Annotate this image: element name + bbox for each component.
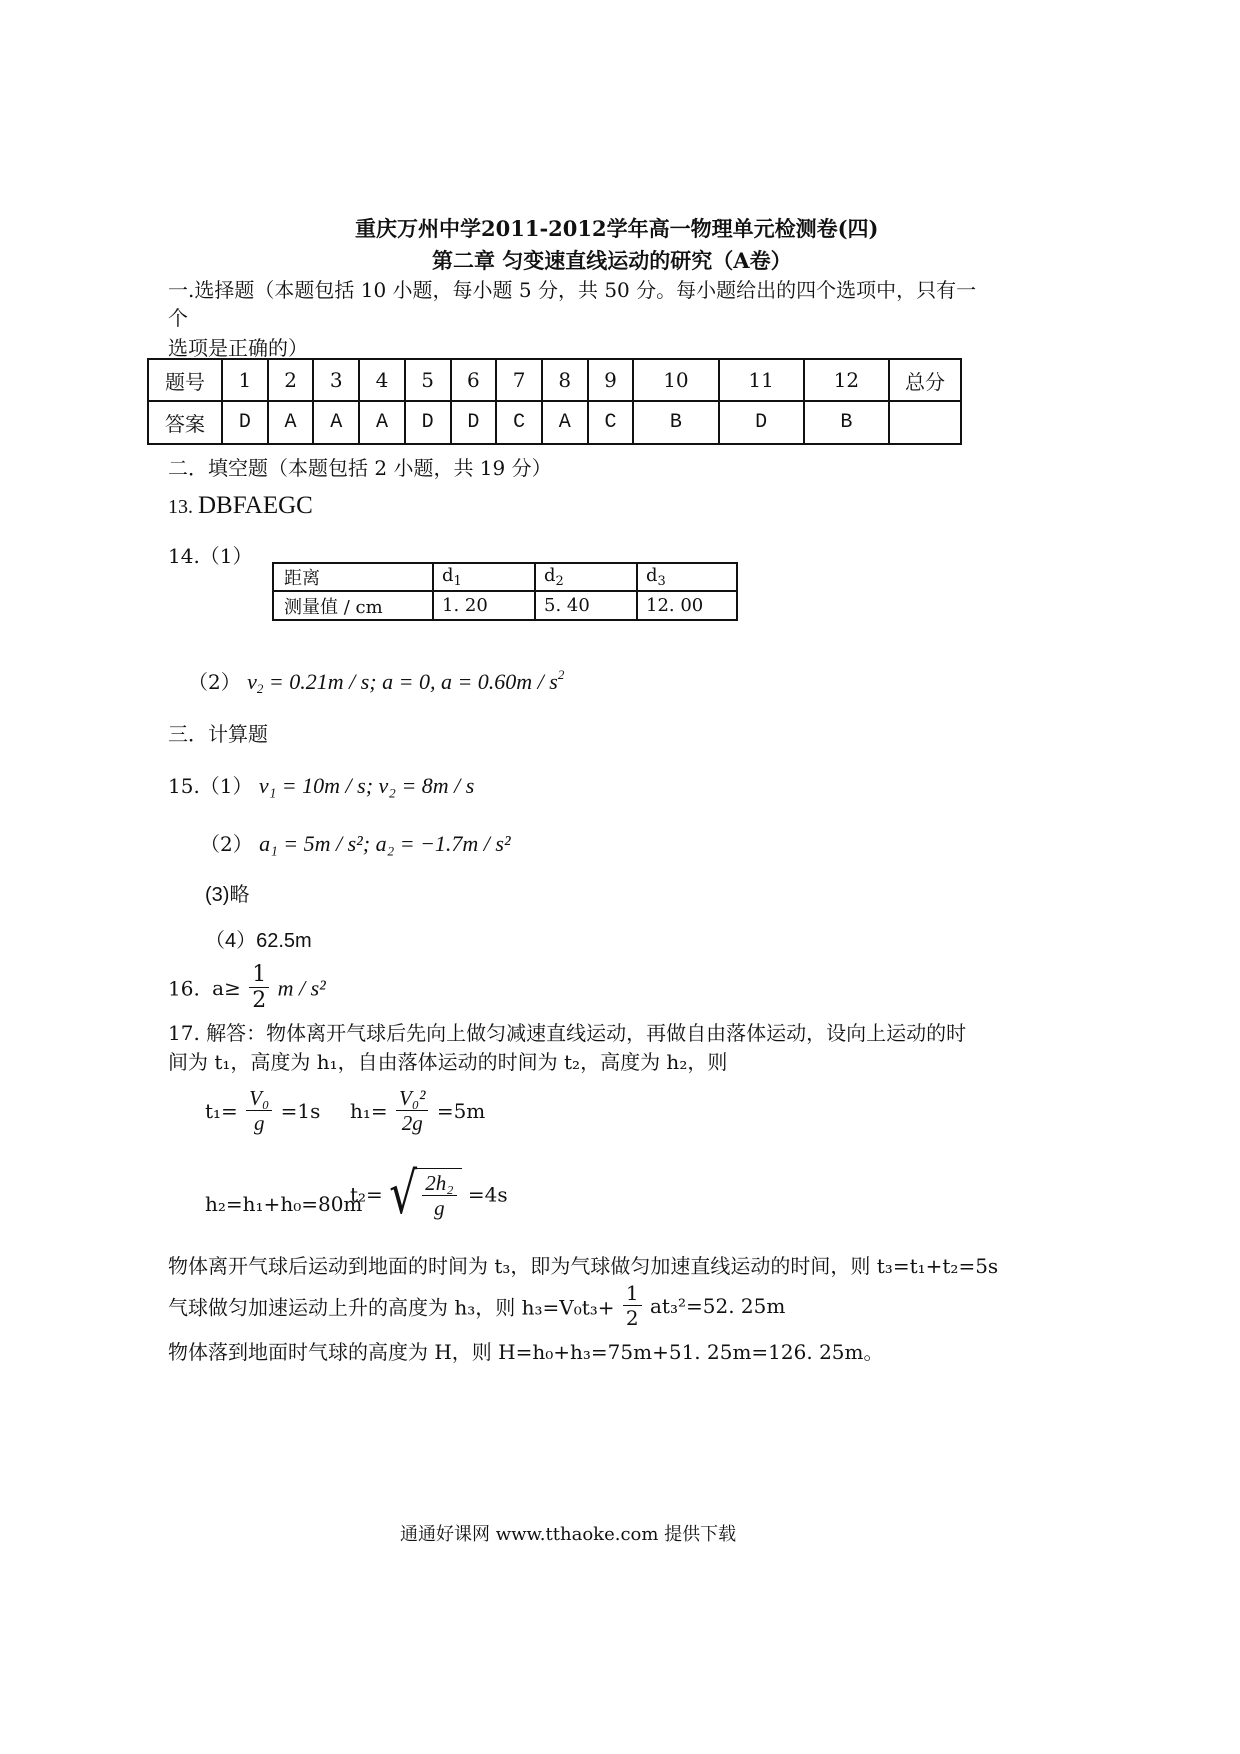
- table-cell: $d_3$: [637, 563, 737, 591]
- page-title: 重庆万州中学2011-2012学年高一物理单元检测卷(四): [355, 216, 879, 241]
- table-cell: 9: [588, 359, 634, 401]
- table-row: [273, 563, 737, 591]
- q15-label: 15.（1）: [168, 774, 253, 798]
- q13: [168, 492, 313, 520]
- q17-line2: 间为 t₁，高度为 h₁，自由落体运动的时间为 t₂，高度为 h₂，则: [168, 1050, 728, 1074]
- table-cell: [889, 401, 961, 444]
- table-cell: 答案: [148, 401, 222, 444]
- q14-part2: [188, 666, 564, 697]
- q17-line4: 气球做匀加速运动上升的高度为 h₃，则 h₃=V₀t₃+ $\frac{1}{2}$ at₃²=52. 25m: [168, 1281, 786, 1330]
- q15-part2-label: （2）: [200, 832, 253, 856]
- table-cell: D: [719, 401, 804, 444]
- q16: [168, 962, 326, 1015]
- section3-heading: 三．计算题: [168, 722, 268, 746]
- table-cell: D: [451, 401, 497, 444]
- q16-unit: m / s²: [277, 975, 326, 1001]
- q13-answer: DBFAEGC: [198, 492, 313, 519]
- table-row: [148, 359, 961, 401]
- table-cell: 7: [496, 359, 542, 401]
- table-cell: D: [222, 401, 268, 444]
- measurement-table: [272, 562, 738, 621]
- table-cell: C: [496, 401, 542, 444]
- table-cell: 测量值 / cm: [273, 591, 433, 620]
- table-cell: B: [804, 401, 889, 444]
- table-cell: C: [588, 401, 634, 444]
- q17-eq1: t₁= $\frac{\text{V₀}}{g}$ =1s: [205, 1086, 321, 1136]
- table-cell: A: [268, 401, 314, 444]
- table-cell: A: [313, 401, 359, 444]
- page-subtitle: 第二章 匀变速直线运动的研究（A卷）: [432, 248, 792, 273]
- q17-line5: 物体落到地面时气球的高度为 H，则 H=h₀+h₃=75m+51. 25m=126. 25m。: [168, 1340, 884, 1364]
- table-cell: 4: [359, 359, 405, 401]
- q15-formula-2: a₁ = 5m / s²; a₂ = −1.7m / s²: [259, 831, 511, 856]
- q15-part4: （4）62.5m: [205, 930, 312, 952]
- answer-table: [147, 358, 962, 445]
- table-cell: 10: [633, 359, 718, 401]
- table-cell: 距离: [273, 563, 433, 591]
- section1-line1: 一.选择题（本题包括 10 小题，每小题 5 分，共 50 分。每小题给出的四个选项中，只有一: [168, 278, 977, 302]
- q14-part2-formula: $v_2 = 0.21m / s$; a = 0, $a = 0.60m / s^2$: [247, 667, 565, 696]
- q17-eq2: h₁= $\frac{\text{V₀²}}{2g}$ =5m: [350, 1086, 486, 1136]
- table-cell: 题号: [148, 359, 222, 401]
- q15-formula-1: v₁ = 10m / s; v₂ = 8m / s: [258, 773, 475, 798]
- footer-text: 通通好课网 www.tthaoke.com 提供下载: [400, 1524, 737, 1545]
- table-cell: A: [542, 401, 588, 444]
- q17-line1: 17. 解答：物体离开气球后先向上做匀减速直线运动，再做自由落体运动，设向上运动的时: [168, 1021, 967, 1045]
- table-row: [148, 401, 961, 444]
- section2-heading: 二．填空题（本题包括 2 小题，共 19 分）: [168, 456, 552, 480]
- table-cell: 12. 00: [637, 591, 737, 620]
- table-cell: 5: [405, 359, 451, 401]
- table-cell: $d_1$: [433, 563, 535, 591]
- table-cell: 11: [719, 359, 804, 401]
- table-cell: 6: [451, 359, 497, 401]
- q13-label: 13.: [168, 496, 193, 518]
- table-cell: 3: [313, 359, 359, 401]
- q16-prefix: a≥: [212, 976, 241, 1001]
- q16-label: 16.: [168, 976, 200, 1001]
- table-row: [273, 591, 737, 620]
- table-cell: B: [633, 401, 718, 444]
- q16-fraction: $\frac{1}{2}$: [249, 962, 269, 1015]
- q17-line3: 物体离开气球后运动到地面的时间为 t₃，即为气球做匀加速直线运动的时间，则 t₃=t₁+t₂=5s: [168, 1254, 999, 1278]
- table-cell: 12: [804, 359, 889, 401]
- q17-eq3: h₂=h₁+h₀=80m: [205, 1192, 363, 1216]
- table-cell: 1. 20: [433, 591, 535, 620]
- q14-part2-label: （2）: [188, 670, 241, 694]
- table-cell: 5. 40: [535, 591, 637, 620]
- table-cell: 总分: [889, 359, 961, 401]
- section1-line2: 个: [168, 306, 188, 330]
- table-cell: 1: [222, 359, 268, 401]
- q15-part1: [168, 770, 474, 799]
- q15-part2: [200, 828, 511, 857]
- table-cell: $d_2$: [535, 563, 637, 591]
- table-cell: 2: [268, 359, 314, 401]
- table-cell: A: [359, 401, 405, 444]
- table-cell: D: [405, 401, 451, 444]
- q14-label: 14.（1）: [168, 544, 253, 568]
- section1-line3: 选项是正确的）: [168, 336, 308, 360]
- table-cell: 8: [542, 359, 588, 401]
- q15-part3: (3)略: [205, 884, 250, 906]
- q17-eq4: t₂= √ $\frac{\text{2h₂}}{g}$ =4s: [350, 1160, 508, 1228]
